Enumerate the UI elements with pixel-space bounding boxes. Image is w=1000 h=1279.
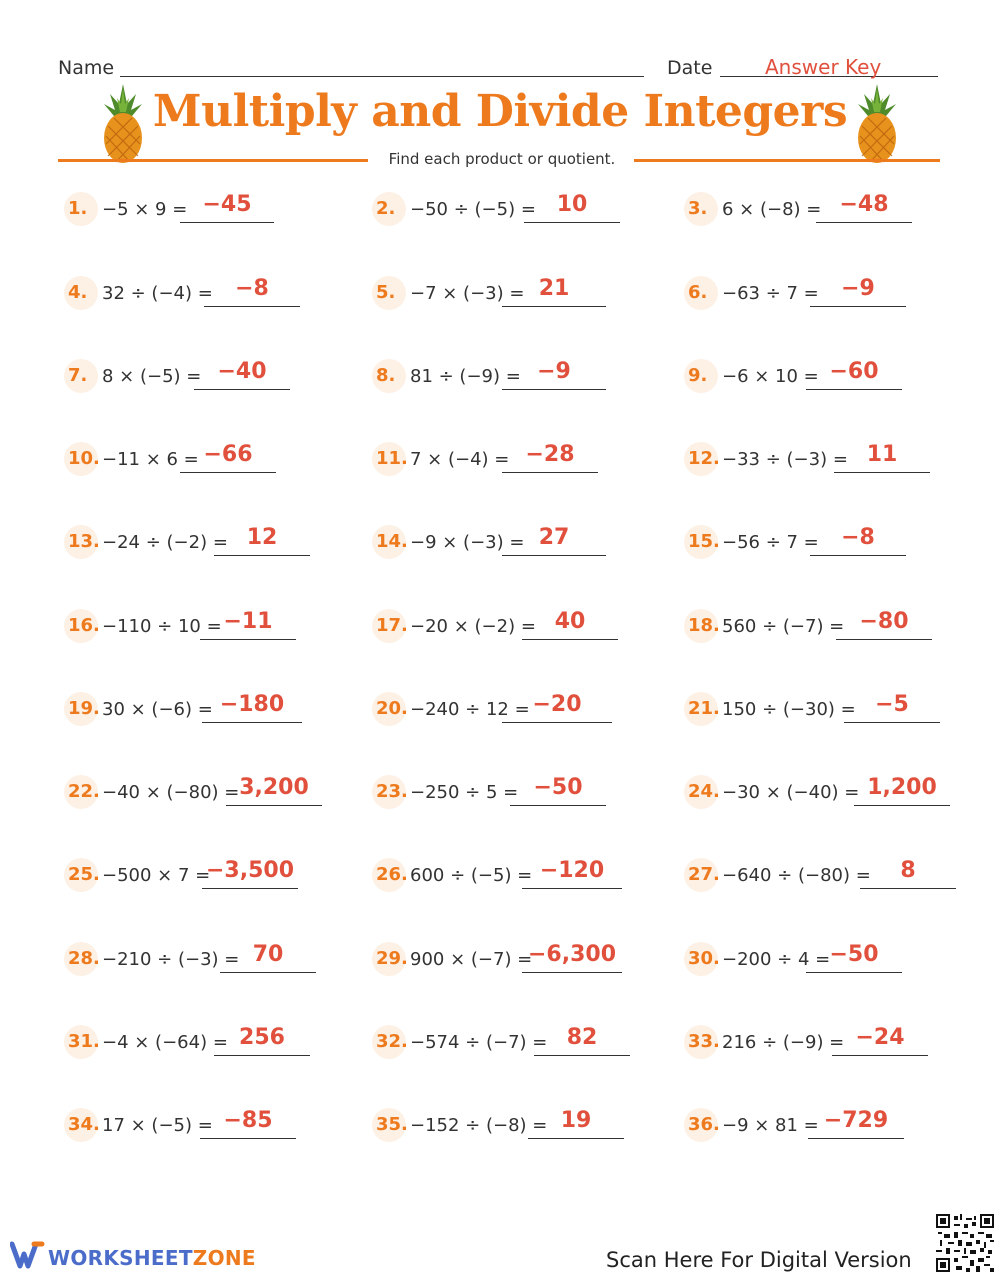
problem-expression: −56 ÷ 7 = bbox=[722, 532, 819, 553]
answer-text: −6,300 bbox=[527, 942, 617, 967]
answer-text: 21 bbox=[538, 276, 570, 301]
answer-field[interactable] bbox=[226, 775, 322, 806]
answer-field[interactable] bbox=[200, 1108, 296, 1139]
answer-text: −729 bbox=[823, 1108, 889, 1133]
problem-number: 24. bbox=[688, 781, 720, 802]
answer-text: −50 bbox=[829, 942, 879, 967]
problem-item bbox=[64, 192, 384, 232]
answer-field[interactable] bbox=[534, 1025, 630, 1056]
answer-text: 256 bbox=[239, 1025, 285, 1050]
answer-field[interactable] bbox=[200, 609, 296, 640]
problem-number: 33. bbox=[688, 1031, 720, 1052]
problem-item bbox=[372, 1025, 692, 1065]
problem-expression: −574 ÷ (−7) = bbox=[410, 1032, 548, 1053]
answer-text: −120 bbox=[539, 858, 605, 883]
problem-item bbox=[684, 775, 1000, 815]
problem-number: 26. bbox=[376, 864, 408, 885]
answer-field[interactable] bbox=[204, 276, 300, 307]
problem-item bbox=[684, 858, 1000, 898]
problem-item bbox=[64, 1108, 384, 1148]
problem-number: 16. bbox=[68, 615, 100, 636]
instructions: Find each product or quotient. bbox=[388, 150, 616, 168]
problem-item bbox=[64, 609, 384, 649]
problem-expression: −6 × 10 = bbox=[722, 366, 819, 387]
problem-number: 25. bbox=[68, 864, 100, 885]
problem-number: 12. bbox=[688, 448, 720, 469]
answer-field[interactable] bbox=[510, 775, 606, 806]
answer-field[interactable] bbox=[180, 192, 274, 223]
answer-text: −50 bbox=[533, 775, 583, 800]
answer-text: −48 bbox=[839, 192, 889, 217]
problem-item bbox=[64, 858, 384, 898]
problem-expression: −63 ÷ 7 = bbox=[722, 283, 819, 304]
problem-expression: 150 ÷ (−30) = bbox=[722, 699, 856, 720]
answer-text: 40 bbox=[554, 609, 586, 634]
answer-field[interactable] bbox=[806, 942, 902, 973]
problem-item bbox=[372, 692, 692, 732]
answer-text: −3,500 bbox=[205, 858, 295, 883]
answer-field[interactable] bbox=[502, 359, 606, 390]
problem-expression: 600 ÷ (−5) = bbox=[410, 865, 533, 886]
answer-text: 3,200 bbox=[239, 775, 309, 800]
answer-text: −8 bbox=[841, 525, 875, 550]
answer-field[interactable] bbox=[202, 692, 302, 723]
problem-number: 5. bbox=[376, 282, 396, 303]
problem-expression: 17 × (−5) = bbox=[102, 1115, 213, 1136]
name-label: Name bbox=[58, 57, 115, 79]
problem-expression: 8 × (−5) = bbox=[102, 366, 202, 387]
problem-expression: 7 × (−4) = bbox=[410, 449, 510, 470]
problem-number: 35. bbox=[376, 1114, 408, 1135]
answer-text: −9 bbox=[841, 276, 875, 301]
title-rule-left bbox=[58, 159, 368, 162]
answer-field[interactable] bbox=[816, 192, 912, 223]
answer-field[interactable] bbox=[214, 1025, 310, 1056]
answer-field[interactable] bbox=[810, 276, 906, 307]
problem-number: 31. bbox=[68, 1031, 100, 1052]
answer-field[interactable] bbox=[522, 609, 618, 640]
answer-text: 27 bbox=[538, 525, 570, 550]
problem-item bbox=[684, 276, 1000, 316]
problem-item bbox=[372, 1108, 692, 1148]
problem-expression: 560 ÷ (−7) = bbox=[722, 616, 845, 637]
problem-item bbox=[64, 525, 384, 565]
answer-field[interactable] bbox=[860, 858, 956, 889]
answer-text: 8 bbox=[900, 858, 916, 883]
problem-expression: −200 ÷ 4 = bbox=[722, 949, 831, 970]
answer-text: 70 bbox=[252, 942, 284, 967]
problem-expression: −210 ÷ (−3) = bbox=[102, 949, 240, 970]
answer-field[interactable] bbox=[832, 1025, 928, 1056]
answer-field[interactable] bbox=[214, 525, 310, 556]
problem-number: 29. bbox=[376, 948, 408, 969]
problem-expression: −240 ÷ 12 = bbox=[410, 699, 530, 720]
answer-field[interactable] bbox=[220, 942, 316, 973]
answer-key-text: Answer Key bbox=[765, 55, 882, 79]
problem-number: 17. bbox=[376, 615, 408, 636]
answer-field[interactable] bbox=[502, 442, 598, 473]
answer-field[interactable] bbox=[810, 525, 906, 556]
problem-item bbox=[64, 276, 384, 316]
problem-expression: −110 ÷ 10 = bbox=[102, 616, 222, 637]
problem-number: 28. bbox=[68, 948, 100, 969]
problem-expression: 32 ÷ (−4) = bbox=[102, 283, 213, 304]
problem-number: 11. bbox=[376, 448, 408, 469]
answer-field[interactable] bbox=[502, 692, 612, 723]
answer-field[interactable] bbox=[502, 525, 606, 556]
answer-text: 19 bbox=[560, 1108, 592, 1133]
brand-part-1: WORKSHEET bbox=[48, 1246, 193, 1270]
problem-expression: −40 × (−80) = bbox=[102, 782, 240, 803]
problem-expression: −250 ÷ 5 = bbox=[410, 782, 519, 803]
answer-field[interactable] bbox=[806, 359, 902, 390]
problem-expression: 30 × (−6) = bbox=[102, 699, 213, 720]
answer-text: 10 bbox=[556, 192, 588, 217]
problem-number: 10. bbox=[68, 448, 100, 469]
problem-number: 3. bbox=[688, 198, 708, 219]
problem-item bbox=[64, 775, 384, 815]
answer-text: −45 bbox=[202, 192, 252, 217]
problem-expression: −9 × 81 = bbox=[722, 1115, 819, 1136]
problem-item bbox=[684, 525, 1000, 565]
worksheetzone-logo-icon bbox=[10, 1240, 46, 1270]
problem-expression: −11 × 6 = bbox=[102, 449, 199, 470]
problem-number: 27. bbox=[688, 864, 720, 885]
problem-number: 2. bbox=[376, 198, 396, 219]
answer-text: −24 bbox=[855, 1025, 905, 1050]
problem-item bbox=[372, 442, 692, 482]
problem-number: 34. bbox=[68, 1114, 100, 1135]
answer-text: −9 bbox=[537, 359, 571, 384]
problem-expression: 900 × (−7) = bbox=[410, 949, 533, 970]
answer-text: −66 bbox=[203, 442, 253, 467]
answer-text: −8 bbox=[235, 276, 269, 301]
problem-expression: −5 × 9 = bbox=[102, 199, 188, 220]
problem-item bbox=[64, 942, 384, 982]
problem-number: 21. bbox=[688, 698, 720, 719]
answer-text: −85 bbox=[223, 1108, 273, 1133]
problem-number: 8. bbox=[376, 365, 396, 386]
problem-item bbox=[64, 692, 384, 732]
answer-text: 11 bbox=[866, 442, 898, 467]
problem-expression: −20 × (−2) = bbox=[410, 616, 536, 637]
answer-text: −40 bbox=[217, 359, 267, 384]
answer-text: −28 bbox=[525, 442, 575, 467]
problem-item bbox=[684, 942, 1000, 982]
problem-number: 30. bbox=[688, 948, 720, 969]
answer-text: −80 bbox=[859, 609, 909, 634]
problem-number: 7. bbox=[68, 365, 88, 386]
answer-field[interactable] bbox=[528, 1108, 624, 1139]
problem-expression: −33 ÷ (−3) = bbox=[722, 449, 848, 470]
problem-item bbox=[372, 775, 692, 815]
problem-expression: −24 ÷ (−2) = bbox=[102, 532, 228, 553]
answer-field[interactable] bbox=[194, 359, 290, 390]
answer-text: 82 bbox=[566, 1025, 598, 1050]
problem-number: 36. bbox=[688, 1114, 720, 1135]
problem-number: 15. bbox=[688, 531, 720, 552]
answer-field[interactable] bbox=[524, 192, 620, 223]
problem-expression: −152 ÷ (−8) = bbox=[410, 1115, 548, 1136]
problem-item bbox=[372, 525, 692, 565]
problem-item bbox=[684, 1025, 1000, 1065]
problem-number: 18. bbox=[688, 615, 720, 636]
problem-number: 9. bbox=[688, 365, 708, 386]
problem-item bbox=[684, 609, 1000, 649]
problem-expression: −500 × 7 = bbox=[102, 865, 211, 886]
answer-field[interactable] bbox=[834, 442, 930, 473]
problem-item bbox=[372, 192, 692, 232]
problem-item bbox=[684, 442, 1000, 482]
problem-item bbox=[64, 442, 384, 482]
brand-name bbox=[48, 1246, 256, 1270]
problem-expression: 216 ÷ (−9) = bbox=[722, 1032, 845, 1053]
qr-code-icon[interactable] bbox=[936, 1214, 994, 1272]
answer-text: 12 bbox=[246, 525, 278, 550]
problem-number: 23. bbox=[376, 781, 408, 802]
answer-text: −20 bbox=[532, 692, 582, 717]
problem-expression: −30 × (−40) = bbox=[722, 782, 860, 803]
problem-item bbox=[64, 1025, 384, 1065]
problem-number: 22. bbox=[68, 781, 100, 802]
problem-item bbox=[372, 858, 692, 898]
problem-number: 32. bbox=[376, 1031, 408, 1052]
problem-expression: 6 × (−8) = bbox=[722, 199, 822, 220]
problem-number: 1. bbox=[68, 198, 88, 219]
answer-field[interactable] bbox=[202, 858, 298, 889]
problem-expression: −9 × (−3) = bbox=[410, 532, 525, 553]
problem-item bbox=[684, 359, 1000, 399]
problem-item bbox=[684, 192, 1000, 232]
answer-field[interactable] bbox=[522, 942, 622, 973]
answer-text: −11 bbox=[223, 609, 273, 634]
problem-number: 4. bbox=[68, 282, 88, 303]
problem-number: 14. bbox=[376, 531, 408, 552]
problem-item bbox=[372, 359, 692, 399]
answer-text: −5 bbox=[875, 692, 909, 717]
answer-text: 1,200 bbox=[867, 775, 937, 800]
problem-number: 20. bbox=[376, 698, 408, 719]
answer-field[interactable] bbox=[808, 1108, 904, 1139]
answer-field[interactable] bbox=[180, 442, 276, 473]
problem-expression: −50 ÷ (−5) = bbox=[410, 199, 536, 220]
problem-item bbox=[372, 609, 692, 649]
problem-expression: −7 × (−3) = bbox=[410, 283, 525, 304]
problem-number: 19. bbox=[68, 698, 100, 719]
brand-part-2: ZONE bbox=[192, 1246, 256, 1270]
scan-text: Scan Here For Digital Version bbox=[606, 1248, 912, 1272]
answer-field[interactable] bbox=[502, 276, 606, 307]
problem-number: 13. bbox=[68, 531, 100, 552]
problem-expression: 81 ÷ (−9) = bbox=[410, 366, 521, 387]
answer-field[interactable] bbox=[844, 692, 940, 723]
problem-number: 6. bbox=[688, 282, 708, 303]
date-label: Date bbox=[667, 57, 713, 79]
page-title: Multiply and Divide Integers bbox=[152, 86, 848, 137]
problem-item bbox=[64, 359, 384, 399]
problem-item bbox=[372, 942, 692, 982]
answer-field[interactable] bbox=[522, 858, 622, 889]
answer-field[interactable] bbox=[836, 609, 932, 640]
problem-item bbox=[372, 276, 692, 316]
problem-item bbox=[684, 692, 1000, 732]
answer-text: −180 bbox=[219, 692, 285, 717]
answer-text: −60 bbox=[829, 359, 879, 384]
title-rule-right bbox=[634, 159, 940, 162]
answer-field[interactable] bbox=[854, 775, 950, 806]
name-field[interactable] bbox=[120, 76, 644, 77]
problem-expression: −640 ÷ (−80) = bbox=[722, 865, 871, 886]
problem-item bbox=[684, 1108, 1000, 1148]
problem-expression: −4 × (−64) = bbox=[102, 1032, 228, 1053]
